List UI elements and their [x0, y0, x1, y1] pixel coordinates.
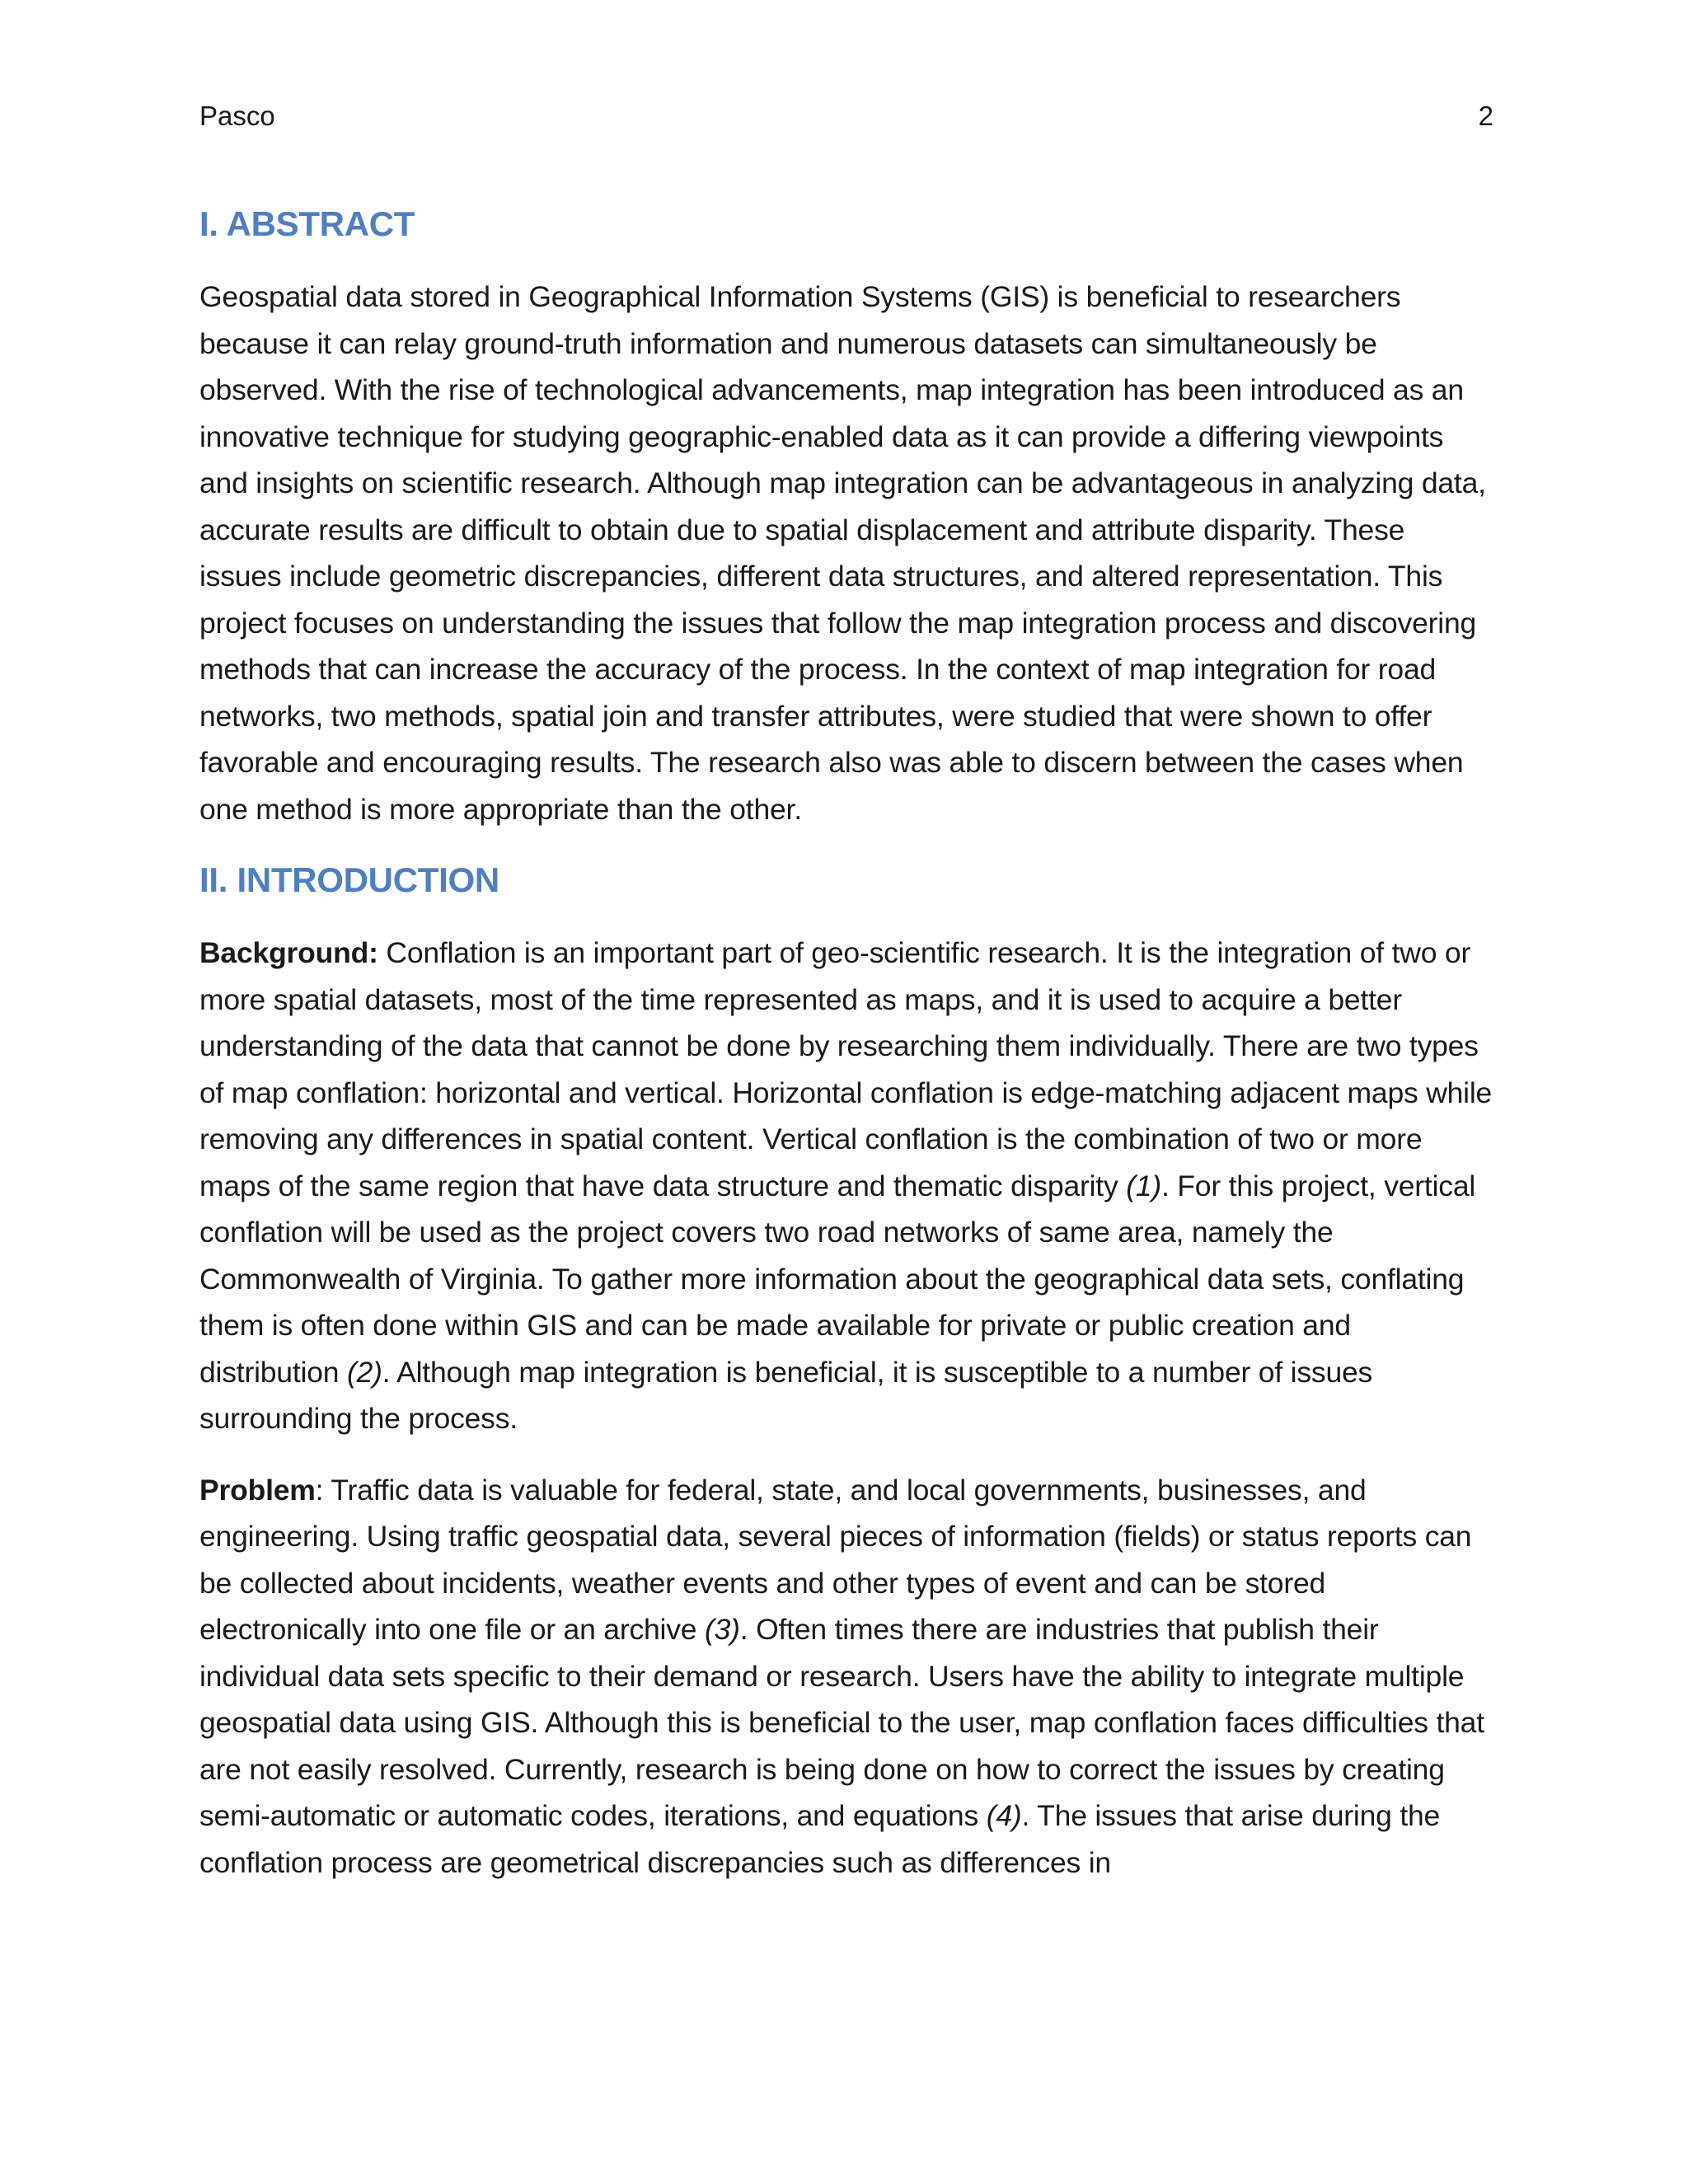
introduction-heading: II. INTRODUCTION: [199, 860, 499, 899]
background-text-1: Conflation is an important part of geo-scientific research. It is the integration of two or more spatial datasets, most of the time represented as maps, and it is used to acquire a better understanding of the data that cannot be done by researching them individually. There are two types of map conflation: horizontal and vertical. Horizontal conflation is edge-matching adjacent maps while removing any differences in spatial content. Vertical conflation is the combination of two or more maps of the same region that have data structure and thematic disparity: [199, 936, 1493, 1202]
problem-label: Problem: [199, 1473, 316, 1507]
problem-text-3: . The issues that arise during the conflation process are geometrical discrepancies such as differences in: [199, 1799, 1441, 1879]
abstract-paragraph: Geospatial data stored in Geographical Information Systems (GIS) is beneficial to researchers because it can relay ground-truth information and numerous datasets can simultaneously be observed. With the rise of technological advancements, map integration has been introduced as an innovative technique for studying geographic-enabled data as it can provide a differing viewpoints and insights on scientific research. Although map integration can be advantageous in analyzing data, accurate results are difficult to obtain due to spatial displacement and attribute disparity. These issues include geometric discrepancies, different data structures, and altered representation. This project focuses on understanding the issues that follow the map integration process and discovering methods that can increase the accuracy of the process. In the context of map integration for road networks, two methods, spatial join and transfer attributes, were studied that were shown to offer favorable and encouraging results. The research also was able to discern between the cases when one method is more appropriate than the other.: [199, 280, 1486, 826]
background-text-3: . Although map integration is beneficial, it is susceptible to a number of issues surrounding the process.: [199, 1355, 1373, 1435]
background-text-2: . For this project, vertical conflation will be used as the project covers two road networks of same area, namely the Commonwealth of Virginia. To gather more information about the geographical data sets, conflating them is often done within GIS and can be made available for private or public creation and distribution: [199, 1169, 1476, 1389]
citation-3: (3): [704, 1613, 740, 1646]
problem-text-2: . Often times there are industries that publish their individual data sets specific to their demand or research. Users have the ability to integrate multiple geospatial data using GIS. Although this is beneficial to the user, map conflation faces difficulties that are not easily resolved. Currently, research is being done on how to correct the issues by creating semi-automatic or automatic codes, iterations, and equations: [199, 1613, 1484, 1832]
background-label: Background:: [199, 936, 378, 969]
header-author: Pasco: [199, 101, 275, 131]
citation-4: (4): [986, 1799, 1022, 1832]
abstract-heading: I. ABSTRACT: [199, 204, 415, 243]
page-number: 2: [1478, 101, 1493, 131]
running-header: [199, 97, 1493, 135]
problem-text-1: : Traffic data is valuable for federal, state, and local governments, businesses, and engineering. Using traffic geospatial data, several pieces of information (fields) or status reports can be collected about incidents, weather events and other types of event and can be stored electronically into one file or an archive: [199, 1473, 1472, 1646]
problem-paragraph: [199, 1467, 1493, 1886]
citation-2: (2): [346, 1355, 382, 1389]
page-content: [199, 198, 1493, 1886]
background-paragraph: [199, 930, 1493, 1442]
citation-1: (1): [1126, 1169, 1161, 1202]
